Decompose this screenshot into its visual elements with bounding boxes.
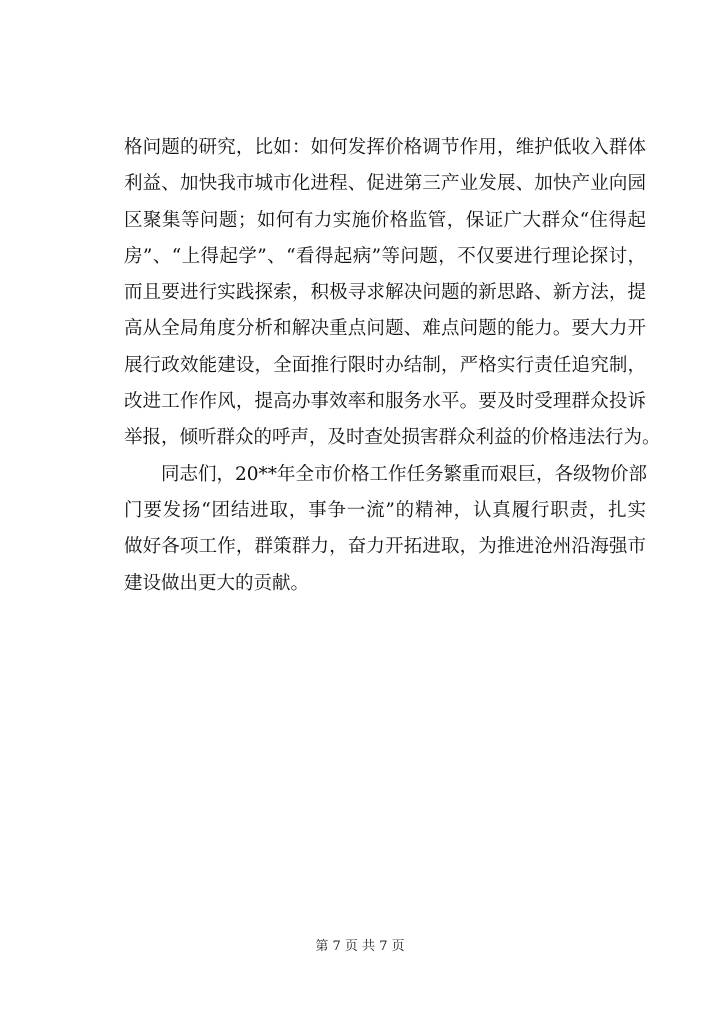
text-line: 举报，倾听群众的呼声，及时查处损害群众利益的价格违法行为。 — [124, 427, 661, 449]
document-body — [124, 130, 661, 602]
text-line: 格问题的研究，比如：如何发挥价格调节作用，维护低收入群体 — [124, 137, 646, 158]
text-line: 而且要进行实践探索，积极寻求解决问题的新思路、新方法，提 — [124, 282, 646, 304]
text-line: 门要发扬“团结进取，事争一流”的精神，认真履行职责，扎实 — [124, 499, 646, 521]
text-line: 同志们，20**年全市价格工作任务繁重而艰巨，各级物价部 — [124, 463, 648, 485]
page-number-footer: 第 7 页 共 7 页 — [315, 939, 405, 954]
text-line: 高从全局角度分析和解决重点问题、难点问题的能力。要大力开 — [124, 318, 646, 340]
text-line: 做好各项工作，群策群力，奋力开拓进取，为推进沧州沿海强市 — [124, 536, 646, 558]
text-line: 改进工作作风，提高办事效率和服务水平。要及时受理群众投诉 — [124, 391, 646, 413]
text-line: 利益、加快我市城市化进程、促进第三产业发展、加快产业向园 — [124, 173, 646, 195]
text-line: 区聚集等问题；如何有力实施价格监管，保证广大群众“住得起 — [124, 209, 646, 231]
text-line: 建设做出更大的贡献。 — [124, 572, 310, 594]
text-line: 房”、“上得起学”、“看得起病”等问题，不仅要进行理论探讨， — [124, 245, 646, 267]
text-line: 展行政效能建设，全面推行限时办结制，严格实行责任追究制， — [124, 354, 646, 376]
